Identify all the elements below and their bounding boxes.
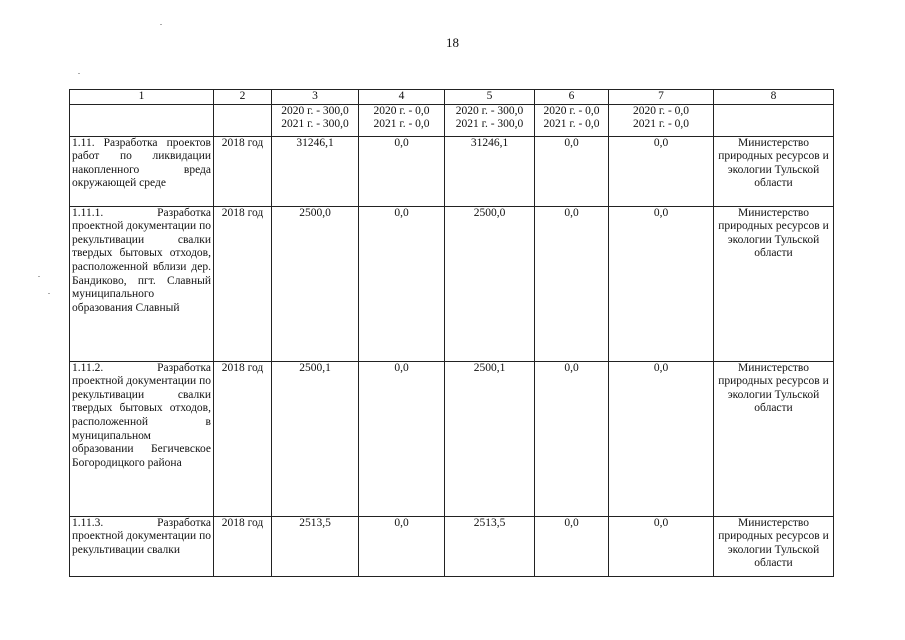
budget-table [69, 89, 834, 577]
table-cell [272, 104, 359, 136]
measure-name: 1.11.3. Разработка проектной документации по рекультивации свалки [70, 516, 214, 576]
table-cell [70, 104, 214, 136]
responsible-org: Министерство природных ресурсов и экологии Тульской области [714, 516, 834, 576]
table-cell [714, 104, 834, 136]
table-cell [609, 104, 714, 136]
amount-cell: 0,0 [609, 206, 714, 361]
table-row [70, 206, 834, 361]
year-amount: 2020 г. - 0,0 [543, 104, 600, 117]
amount-cell: 2513,5 [445, 516, 535, 576]
amount-cell: 2500,0 [445, 206, 535, 361]
amount-cell: 0,0 [359, 361, 445, 516]
column-number: 2 [214, 90, 272, 105]
measure-name: 1.11.2. Разработка проектной документации по рекультивации свалки твердых бытовых отходов, расположенной в муниципальном образовании Бегичевское Богородицкого района [70, 361, 214, 516]
amount-cell: 0,0 [359, 206, 445, 361]
deadline-year: 2018 год [214, 206, 272, 361]
year-amount: 2020 г. - 0,0 [632, 104, 690, 117]
column-number: 4 [359, 90, 445, 105]
column-number: 5 [445, 90, 535, 105]
amount-cell: 0,0 [535, 361, 609, 516]
amount-cell: 0,0 [535, 136, 609, 206]
table-cell [535, 104, 609, 136]
amount-cell: 0,0 [535, 206, 609, 361]
column-number: 6 [535, 90, 609, 105]
table-cell [214, 104, 272, 136]
amount-cell: 2513,5 [272, 516, 359, 576]
year-amount: 2021 г. - 300,0 [281, 118, 349, 131]
year-amount: 2021 г. - 300,0 [455, 118, 524, 131]
scan-speck [38, 276, 40, 277]
amount-cell: 0,0 [359, 136, 445, 206]
responsible-org: Министерство природных ресурсов и экологии Тульской области [714, 136, 834, 206]
table-cell [359, 104, 445, 136]
deadline-year: 2018 год [214, 136, 272, 206]
amount-cell: 2500,0 [272, 206, 359, 361]
year-amount: 2021 г. - 0,0 [543, 118, 600, 131]
responsible-org: Министерство природных ресурсов и экологии Тульской области [714, 361, 834, 516]
year-amount: 2020 г. - 300,0 [281, 104, 349, 117]
column-number: 1 [70, 90, 214, 105]
year-amount: 2020 г. - 0,0 [373, 104, 430, 117]
year-amount: 2021 г. - 0,0 [632, 118, 690, 131]
continuation-row [70, 104, 834, 136]
measure-name: 1.11.1. Разработка проектной документации по рекультивации свалки твердых бытовых отходов, расположенной вблизи дер. Бандиково, пгт. Славный муниципального образования Славный [70, 206, 214, 361]
year-amount: 2021 г. - 0,0 [373, 118, 430, 131]
column-number: 3 [272, 90, 359, 105]
table-cell [445, 104, 535, 136]
column-number: 8 [714, 90, 834, 105]
amount-cell: 31246,1 [445, 136, 535, 206]
amount-cell: 0,0 [609, 136, 714, 206]
measure-name: 1.11. Разработка проектов работ по ликвидации накопленного вреда окружающей среде [70, 136, 214, 206]
deadline-year: 2018 год [214, 361, 272, 516]
amount-cell: 0,0 [609, 516, 714, 576]
amount-cell: 2500,1 [445, 361, 535, 516]
table-row [70, 516, 834, 576]
column-number-row [70, 90, 834, 105]
column-number: 7 [609, 90, 714, 105]
amount-cell: 2500,1 [272, 361, 359, 516]
amount-cell: 0,0 [609, 361, 714, 516]
amount-cell: 31246,1 [272, 136, 359, 206]
responsible-org: Министерство природных ресурсов и экологии Тульской области [714, 206, 834, 361]
year-amount: 2020 г. - 300,0 [455, 104, 524, 117]
scan-speck [48, 293, 50, 294]
amount-cell: 0,0 [359, 516, 445, 576]
scan-speck [78, 73, 80, 74]
table-row [70, 136, 834, 206]
amount-cell: 0,0 [535, 516, 609, 576]
deadline-year: 2018 год [214, 516, 272, 576]
scan-speck [160, 24, 162, 25]
page-number: 18 [446, 35, 459, 50]
table-row [70, 361, 834, 516]
